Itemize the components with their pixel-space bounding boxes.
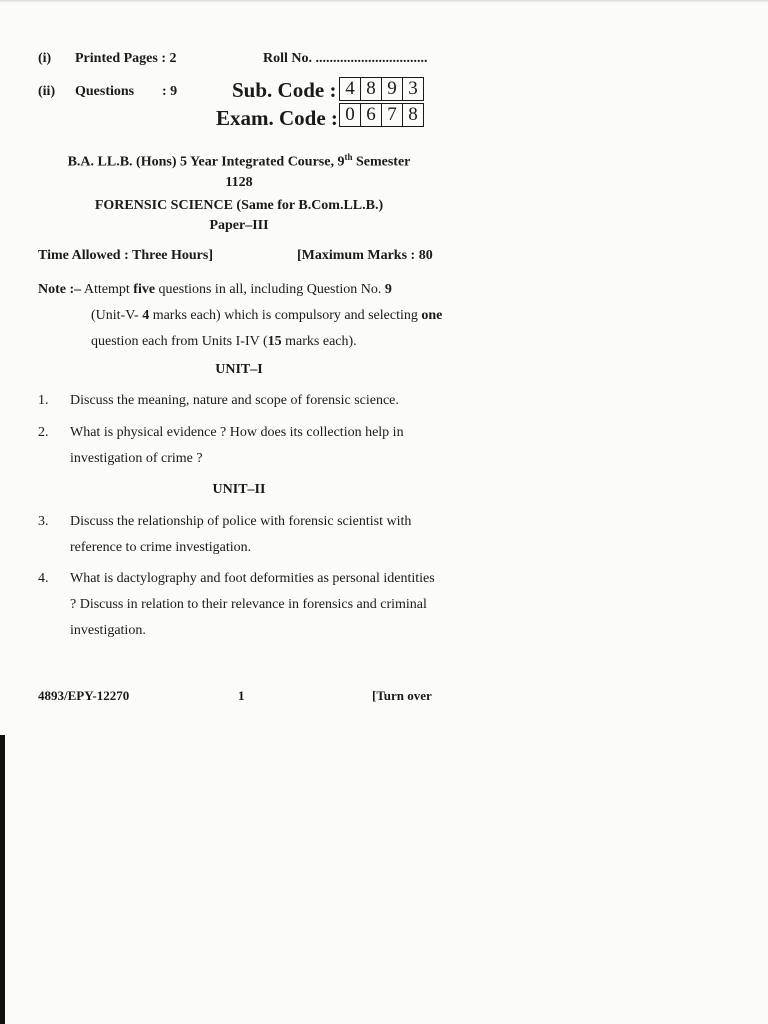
questions-count: : 9: [162, 84, 178, 99]
note-line-3: [91, 329, 357, 355]
course-code: 1128: [225, 175, 253, 190]
maximum-marks: [Maximum Marks : 80: [297, 248, 433, 263]
question-text: What is physical evidence ? How does its collection help in investigation of crime ?: [70, 425, 404, 466]
paper-number: Paper–III: [209, 218, 269, 233]
exam-code-digit: 6: [360, 104, 381, 126]
note-line-1: [38, 277, 392, 303]
course-title-sup: th: [344, 152, 353, 162]
sub-code-digit: 9: [381, 78, 402, 100]
question-number: 1.: [38, 393, 49, 408]
printed-pages-label: Printed Pages : 2: [75, 51, 177, 66]
note-label: Note :–: [38, 282, 82, 297]
question-number: 2.: [38, 425, 49, 440]
note-emphasis: 4: [142, 308, 150, 323]
note-text: marks each).: [281, 334, 357, 349]
subject-title: FORENSIC SCIENCE (Same for B.Com.LL.B.): [94, 198, 384, 213]
question-text: What is dactylography and foot deformities as personal identities ? Discuss in relation to their relevance in forensics and criminal investigation.: [70, 571, 435, 638]
sub-code-digit: 3: [402, 78, 423, 100]
turn-over: [Turn over: [372, 688, 432, 703]
sub-code-digit: 4: [345, 78, 355, 99]
note-emphasis: five: [133, 282, 156, 297]
sub-code-label: Sub. Code :: [232, 78, 337, 102]
note-text: (Unit-V-: [91, 308, 143, 323]
note-text: Attempt: [81, 282, 134, 297]
note-emphasis: one: [421, 308, 443, 323]
page-number: 1: [238, 688, 245, 703]
course-title-main: B.A. LL.B. (Hons) 5 Year Integrated Course, 9: [67, 154, 345, 170]
course-title-tail: Semester: [352, 154, 411, 170]
exam-code-digit: 0: [345, 104, 355, 125]
sub-code-digit: 8: [360, 78, 381, 100]
note-text: marks each) which is compulsory and selecting: [149, 308, 422, 323]
question-text: Discuss the relationship of police with forensic scientist with reference to crime investigation.: [70, 514, 412, 555]
time-allowed: Time Allowed : Three Hours]: [38, 248, 213, 263]
question-number: 4.: [38, 571, 49, 586]
unit-1-heading: UNIT–I: [215, 362, 263, 377]
note-line-2: [91, 303, 442, 329]
note-text: question each from Units I-IV (: [91, 334, 268, 349]
paper-code-footer: 4893/EPY-12270: [38, 688, 130, 703]
scan-left-edge: [0, 735, 5, 1024]
note-emphasis: 9: [384, 282, 392, 297]
question-number: 3.: [38, 514, 49, 529]
questions-index: (ii): [38, 84, 56, 99]
printed-pages-index: (i): [38, 51, 52, 66]
scan-top-edge: [0, 0, 768, 3]
exam-code-label: Exam. Code :: [216, 106, 338, 130]
exam-code-boxes: [339, 103, 424, 127]
roll-no-field: Roll No. ................................: [263, 51, 428, 66]
exam-code-digit: 8: [402, 104, 423, 126]
exam-code-digit: 7: [381, 104, 402, 126]
questions-label: Questions: [75, 84, 135, 99]
course-title: [0, 152, 478, 171]
question-text: Discuss the meaning, nature and scope of forensic science.: [70, 393, 399, 408]
unit-2-heading: UNIT–II: [212, 482, 266, 497]
sub-code-boxes: [339, 77, 424, 101]
note-text: questions in all, including Question No.: [155, 282, 385, 297]
note-emphasis: 15: [267, 334, 282, 349]
